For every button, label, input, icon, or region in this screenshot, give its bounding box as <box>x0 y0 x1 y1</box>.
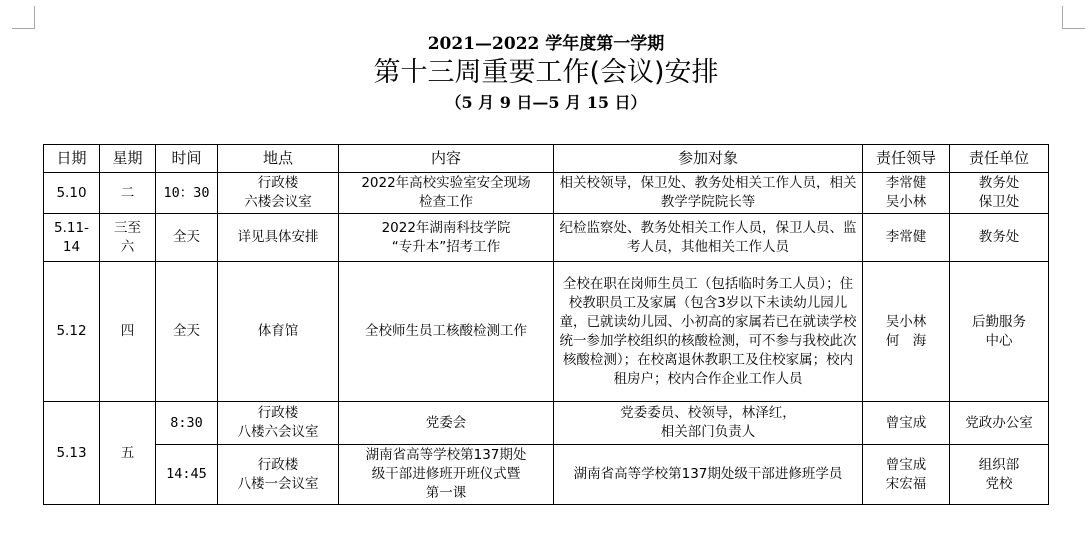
participants-cell: 党委委员、校领导，林泽红， 相关部门负责人 <box>554 402 863 445</box>
unit-cell <box>950 445 1049 505</box>
weekday-cell: 四 <box>100 262 156 402</box>
time-cell: 全天 <box>156 262 218 402</box>
unit-name: 教务处 <box>978 175 1020 191</box>
unit-name: 中心 <box>985 332 1013 349</box>
time-cell: 14:45 <box>156 445 218 505</box>
table-row <box>44 262 1049 402</box>
table-row <box>44 445 1049 505</box>
academic-term-heading: 2021—2022 学年度第一学期 <box>427 34 665 54</box>
column-header-weekday: 星期 <box>100 145 156 173</box>
page-corner-mark-left <box>12 6 35 29</box>
leader-cell <box>863 445 950 505</box>
column-header-time: 时间 <box>156 145 218 173</box>
location-cell: 行政楼 八楼一会议室 <box>218 445 339 505</box>
column-header-content: 内容 <box>339 145 554 173</box>
table-row <box>44 402 1049 445</box>
column-header-unit: 责任单位 <box>950 145 1049 173</box>
time-cell: 全天 <box>156 214 218 262</box>
content-cell: 党委会 <box>339 402 554 445</box>
location-cell: 行政楼 六楼会议室 <box>218 173 339 214</box>
schedule-table <box>43 144 1049 505</box>
time-cell: 10：30 <box>156 173 218 214</box>
leader-cell <box>863 214 950 262</box>
date-cell: 5.13 <box>44 402 100 505</box>
weekday-cell: 五 <box>100 402 156 505</box>
unit-name: 后勤服务 <box>972 313 1026 330</box>
location-cell: 行政楼 八楼六会议室 <box>218 402 339 445</box>
leader-name: 宋宏福 <box>885 475 927 492</box>
table-header-row <box>44 145 1049 173</box>
date-cell: 5.10 <box>44 173 100 214</box>
table-row <box>44 214 1049 262</box>
unit-cell <box>950 262 1049 402</box>
leader-name: 曾宝成 <box>885 414 927 431</box>
leader-name: 何 海 <box>885 332 927 349</box>
unit-cell <box>950 173 1049 214</box>
leader-name: 吴小林 <box>885 313 927 330</box>
location-cell: 详见具体安排 <box>218 214 339 262</box>
content-cell: 全校师生员工核酸检测工作 <box>339 262 554 402</box>
time-cell: 8:30 <box>156 402 218 445</box>
date-cell: 5.11- 14 <box>44 214 100 262</box>
leader-cell <box>863 173 950 214</box>
participants-cell: 相关校领导，保卫处、教务处相关工作人员，相关教学学院院长等 <box>554 173 863 214</box>
unit-name: 党政办公室 <box>965 414 1033 431</box>
table-row <box>44 173 1049 214</box>
content-cell: 2022年湖南科技学院 “专升本”招考工作 <box>339 214 554 262</box>
content-cell: 湖南省高等学校第137期处 级干部进修班开班仪式暨 第一课 <box>339 445 554 505</box>
content-cell: 2022年高校实验室安全现场 检查工作 <box>339 173 554 214</box>
column-header-date: 日期 <box>44 145 100 173</box>
location-cell: 体育馆 <box>218 262 339 402</box>
participants-cell: 纪检监察处、教务处相关工作人员，保卫人员、监考人员，其他相关工作人员 <box>554 214 863 262</box>
leader-name: 吴小林 <box>885 194 927 210</box>
date-cell: 5.12 <box>44 262 100 402</box>
unit-name: 教务处 <box>978 229 1020 245</box>
unit-name: 组织部 <box>978 456 1020 473</box>
leader-name: 曾宝成 <box>885 456 927 473</box>
leader-cell <box>863 262 950 402</box>
weekday-cell: 二 <box>100 173 156 214</box>
unit-name: 党校 <box>985 475 1013 492</box>
participants-cell: 全校在职在岗师生员工（包括临时务工人员）；住校教职员工及家属（包含3岁以下未读幼儿园儿童，已就读幼儿园、小初高的家属若已在就读学校统一参加学校组织的核酸检测，可不参与我校此次核酸检测）；在校离退休教职工及住校家属；校内租房户；校内合作企业工作人员 <box>554 262 863 402</box>
leader-name: 李常健 <box>885 175 927 191</box>
column-header-participants: 参加对象 <box>554 145 863 173</box>
unit-name: 保卫处 <box>978 194 1020 210</box>
page-corner-mark-right <box>1062 6 1085 29</box>
leader-name: 李常健 <box>885 229 927 245</box>
leader-cell <box>863 402 950 445</box>
column-header-leader: 责任领导 <box>863 145 950 173</box>
participants-cell: 湖南省高等学校第137期处级干部进修班学员 <box>554 445 863 505</box>
page-title: 第十三周重要工作(会议)安排 <box>373 57 719 88</box>
date-range-heading: （5 月 9 日—5 月 15 日） <box>445 93 647 112</box>
weekday-cell: 三至 六 <box>100 214 156 262</box>
unit-cell <box>950 214 1049 262</box>
unit-cell <box>950 402 1049 445</box>
column-header-location: 地点 <box>218 145 339 173</box>
